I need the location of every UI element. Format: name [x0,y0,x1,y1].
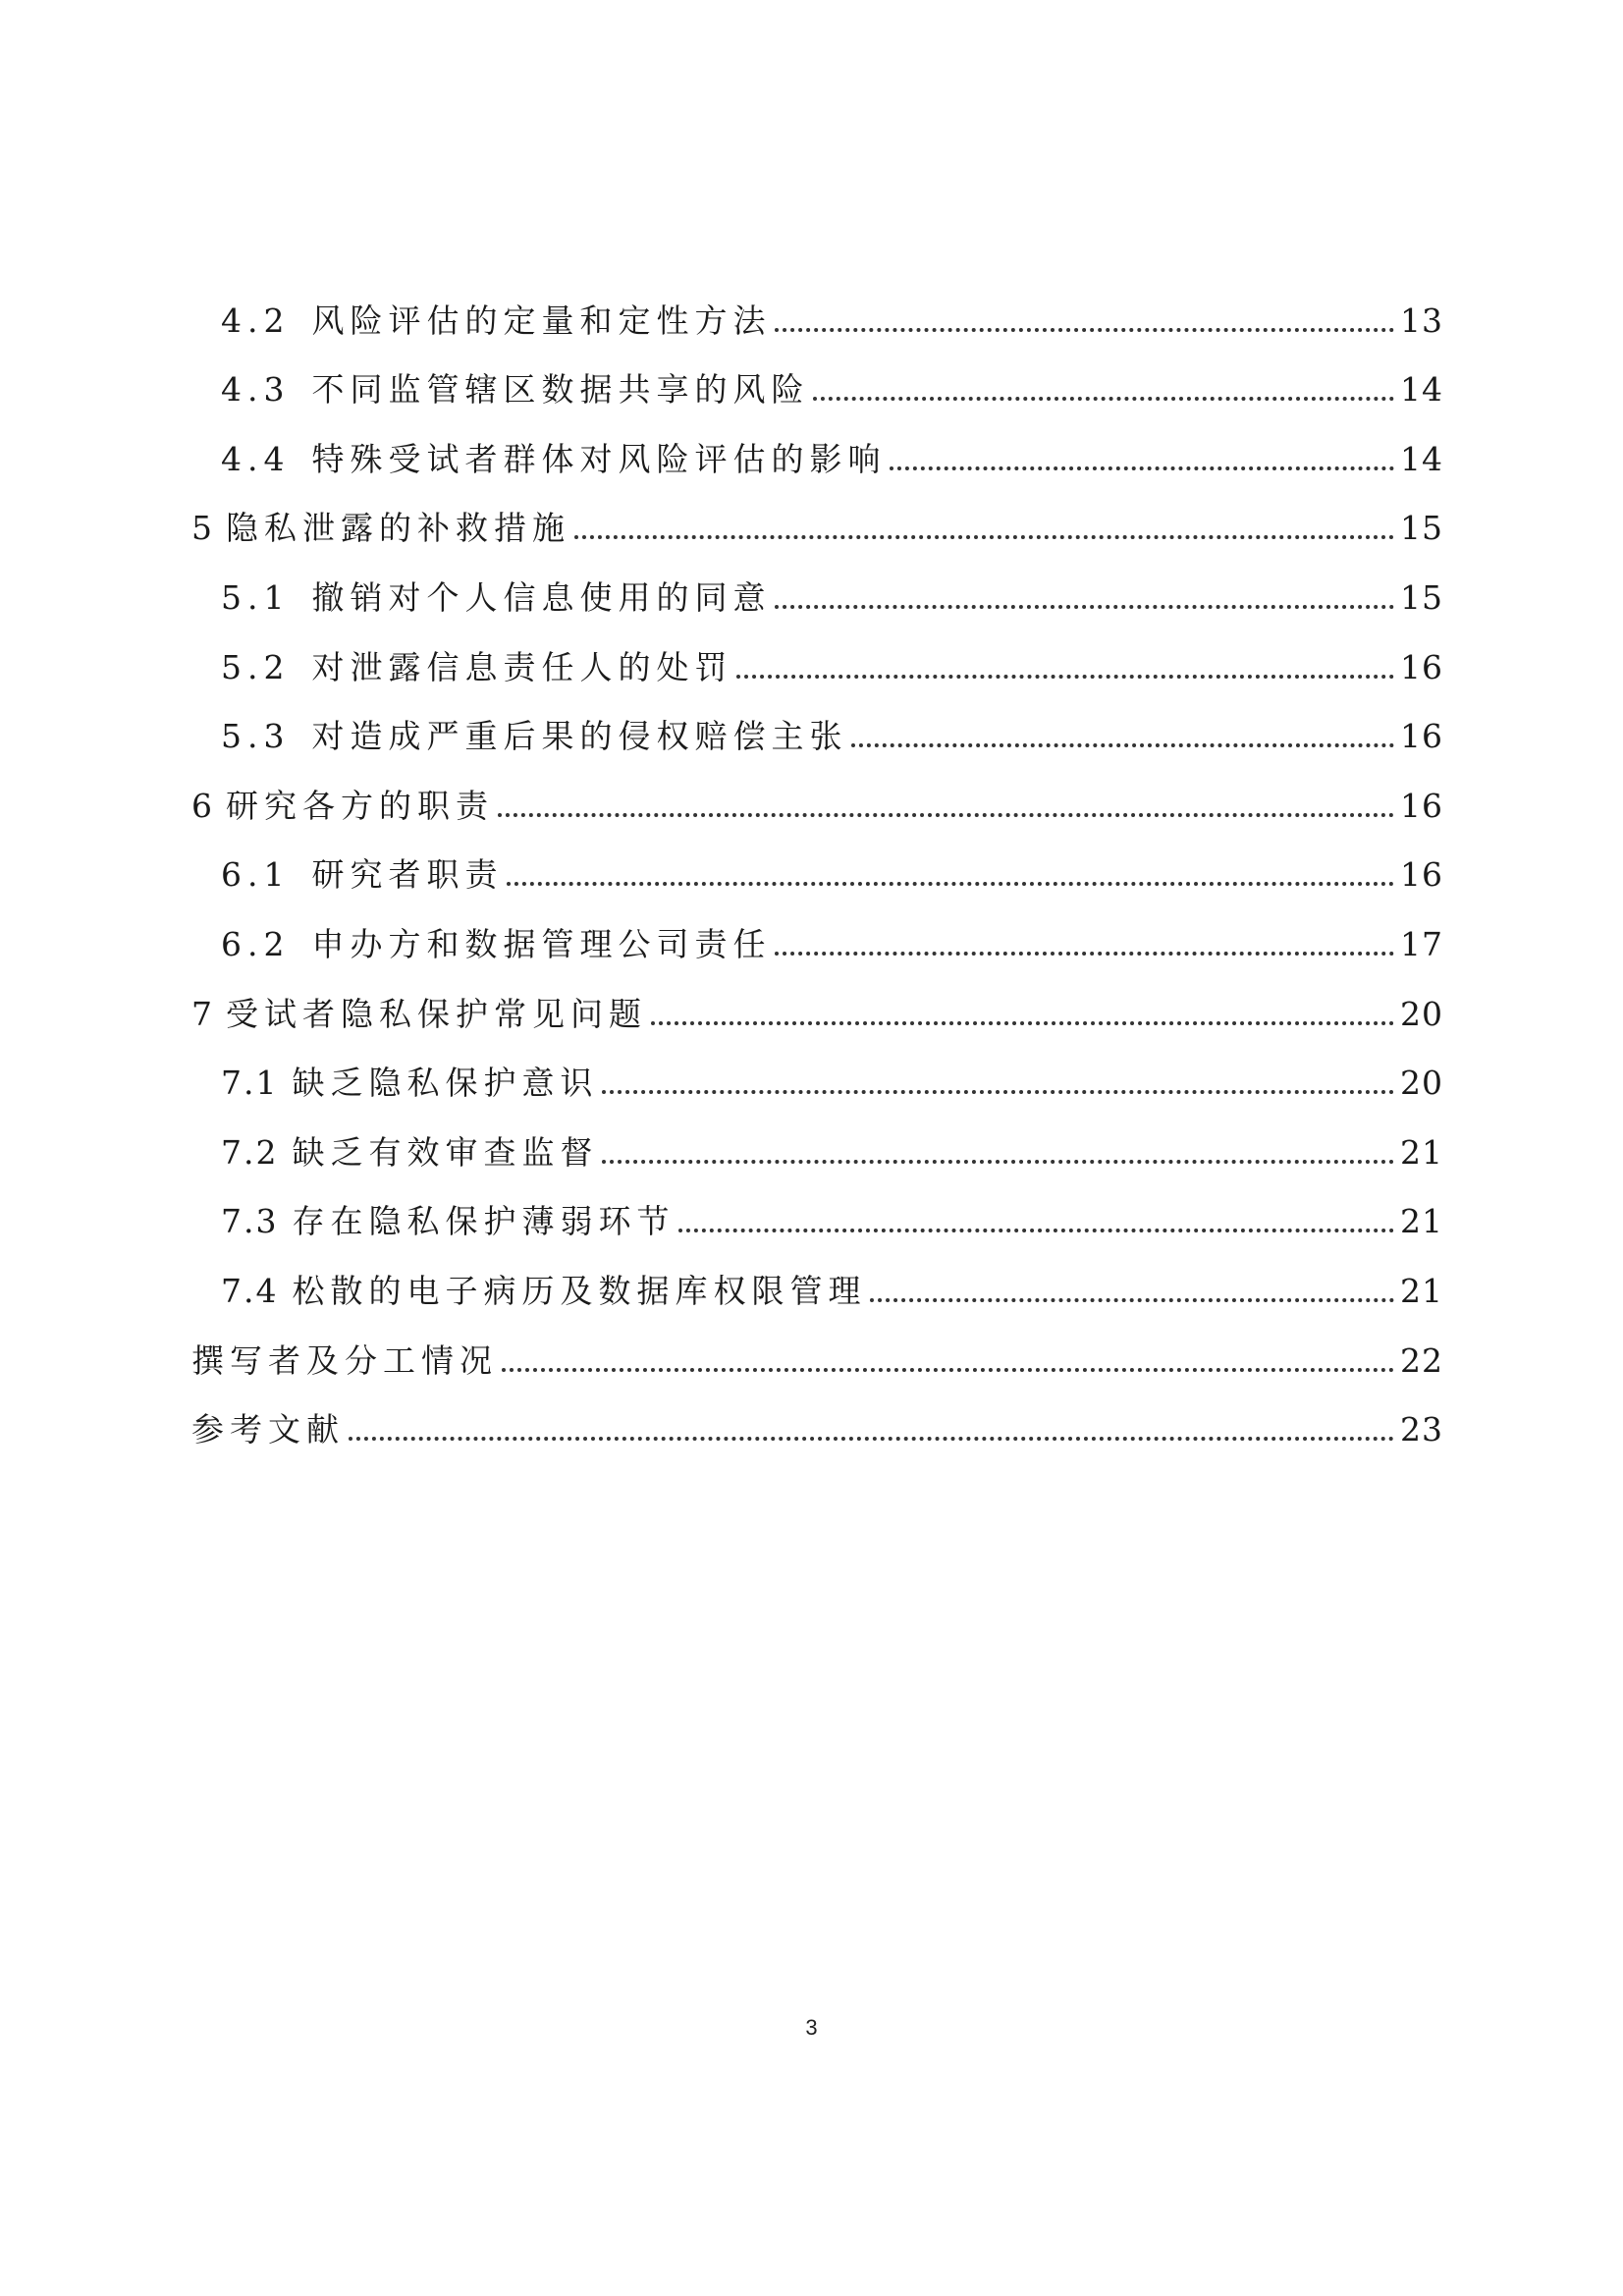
toc-dot-leader [498,813,1394,817]
toc-entry-number: 7.1 [221,1064,279,1103]
toc-entry-title: 不同监管辖区数据共享的风险 [311,370,810,410]
toc-entry-title: 研究各方的职责 [226,786,494,825]
toc-dot-leader [507,882,1394,886]
toc-entry-page: 14 [1400,439,1443,478]
toc-dot-leader [775,605,1394,609]
toc-entry-5[interactable] [191,495,1443,565]
toc-dot-leader [574,535,1394,539]
toc-entry-page: 16 [1400,647,1443,686]
toc-entry-4-3[interactable] [191,356,1443,426]
toc-entry-number: 6.1 [221,855,291,895]
toc-entry-7-4[interactable] [191,1257,1443,1327]
toc-entry-authors[interactable] [191,1327,1443,1396]
toc-entry-title: 参考文献 [191,1410,345,1449]
toc-entry-page: 15 [1400,509,1443,548]
toc-entry-number: 7.2 [221,1132,279,1172]
toc-entry-number: 6 [191,786,212,825]
toc-entry-page: 13 [1400,301,1443,340]
toc-entry-7[interactable] [191,980,1443,1050]
toc-entry-7-2[interactable] [191,1119,1443,1188]
page-number: 3 [805,2015,818,2040]
table-of-contents [191,287,1443,1465]
toc-entry-6-1[interactable] [191,842,1443,911]
toc-entry-title: 特殊受试者群体对风险评估的影响 [311,439,887,478]
toc-dot-leader [775,328,1394,332]
toc-entry-title: 存在隐私保护薄弱环节 [292,1202,676,1241]
toc-entry-page: 15 [1400,577,1443,617]
toc-entry-7-3[interactable] [191,1188,1443,1258]
toc-entry-page: 22 [1400,1340,1443,1380]
toc-dot-leader [775,952,1394,956]
toc-dot-leader [651,1021,1394,1025]
toc-dot-leader [813,397,1394,401]
toc-entry-title: 松散的电子病历及数据库权限管理 [292,1271,867,1310]
toc-entry-number: 4.4 [221,439,291,478]
toc-entry-number: 4.2 [221,301,291,340]
toc-entry-number: 7.3 [221,1202,279,1241]
toc-entry-references[interactable] [191,1396,1443,1466]
toc-dot-leader [851,743,1394,747]
toc-entry-page: 21 [1400,1271,1443,1310]
toc-entry-number: 6.2 [221,924,291,963]
toc-entry-title: 对造成严重后果的侵权赔偿主张 [311,717,848,756]
toc-entry-number: 5.3 [221,717,291,756]
toc-entry-page: 20 [1400,1064,1443,1103]
toc-dot-leader [678,1229,1394,1232]
toc-entry-7-1[interactable] [191,1050,1443,1120]
toc-dot-leader [602,1090,1394,1094]
toc-entry-4-2[interactable] [191,287,1443,356]
toc-dot-leader [602,1160,1394,1164]
toc-entry-5-3[interactable] [191,703,1443,773]
toc-entry-5-2[interactable] [191,633,1443,703]
toc-entry-page: 21 [1400,1132,1443,1172]
toc-entry-number: 7 [191,994,212,1033]
toc-dot-leader [502,1368,1394,1372]
toc-entry-page: 17 [1400,924,1443,963]
toc-entry-number: 5.1 [221,577,291,617]
toc-entry-6[interactable] [191,772,1443,842]
toc-entry-page: 14 [1400,370,1443,410]
toc-entry-title: 缺乏隐私保护意识 [292,1064,599,1103]
toc-entry-title: 研究者职责 [311,855,504,895]
toc-dot-leader [349,1437,1394,1441]
toc-entry-title: 撰写者及分工情况 [191,1340,498,1380]
toc-entry-5-1[interactable] [191,564,1443,633]
toc-entry-page: 16 [1400,855,1443,895]
toc-entry-title: 申办方和数据管理公司责任 [311,924,772,963]
toc-entry-page: 20 [1400,994,1443,1033]
toc-entry-6-2[interactable] [191,910,1443,980]
toc-entry-number: 7.4 [221,1271,279,1310]
toc-entry-number: 4.3 [221,370,291,410]
toc-entry-title: 风险评估的定量和定性方法 [311,301,772,340]
toc-entry-page: 16 [1400,786,1443,825]
toc-dot-leader [736,675,1394,679]
toc-entry-page: 23 [1400,1410,1443,1449]
toc-entry-title: 缺乏有效审查监督 [292,1132,599,1172]
toc-dot-leader [870,1298,1394,1302]
toc-entry-number: 5.2 [221,647,291,686]
toc-entry-page: 16 [1400,717,1443,756]
toc-entry-title: 对泄露信息责任人的处罚 [311,647,733,686]
toc-entry-page: 21 [1400,1202,1443,1241]
toc-entry-4-4[interactable] [191,425,1443,495]
toc-entry-title: 隐私泄露的补救措施 [226,509,570,548]
toc-entry-number: 5 [191,509,212,548]
toc-entry-title: 撤销对个人信息使用的同意 [311,577,772,617]
toc-entry-title: 受试者隐私保护常见问题 [226,994,647,1033]
toc-dot-leader [890,466,1394,470]
